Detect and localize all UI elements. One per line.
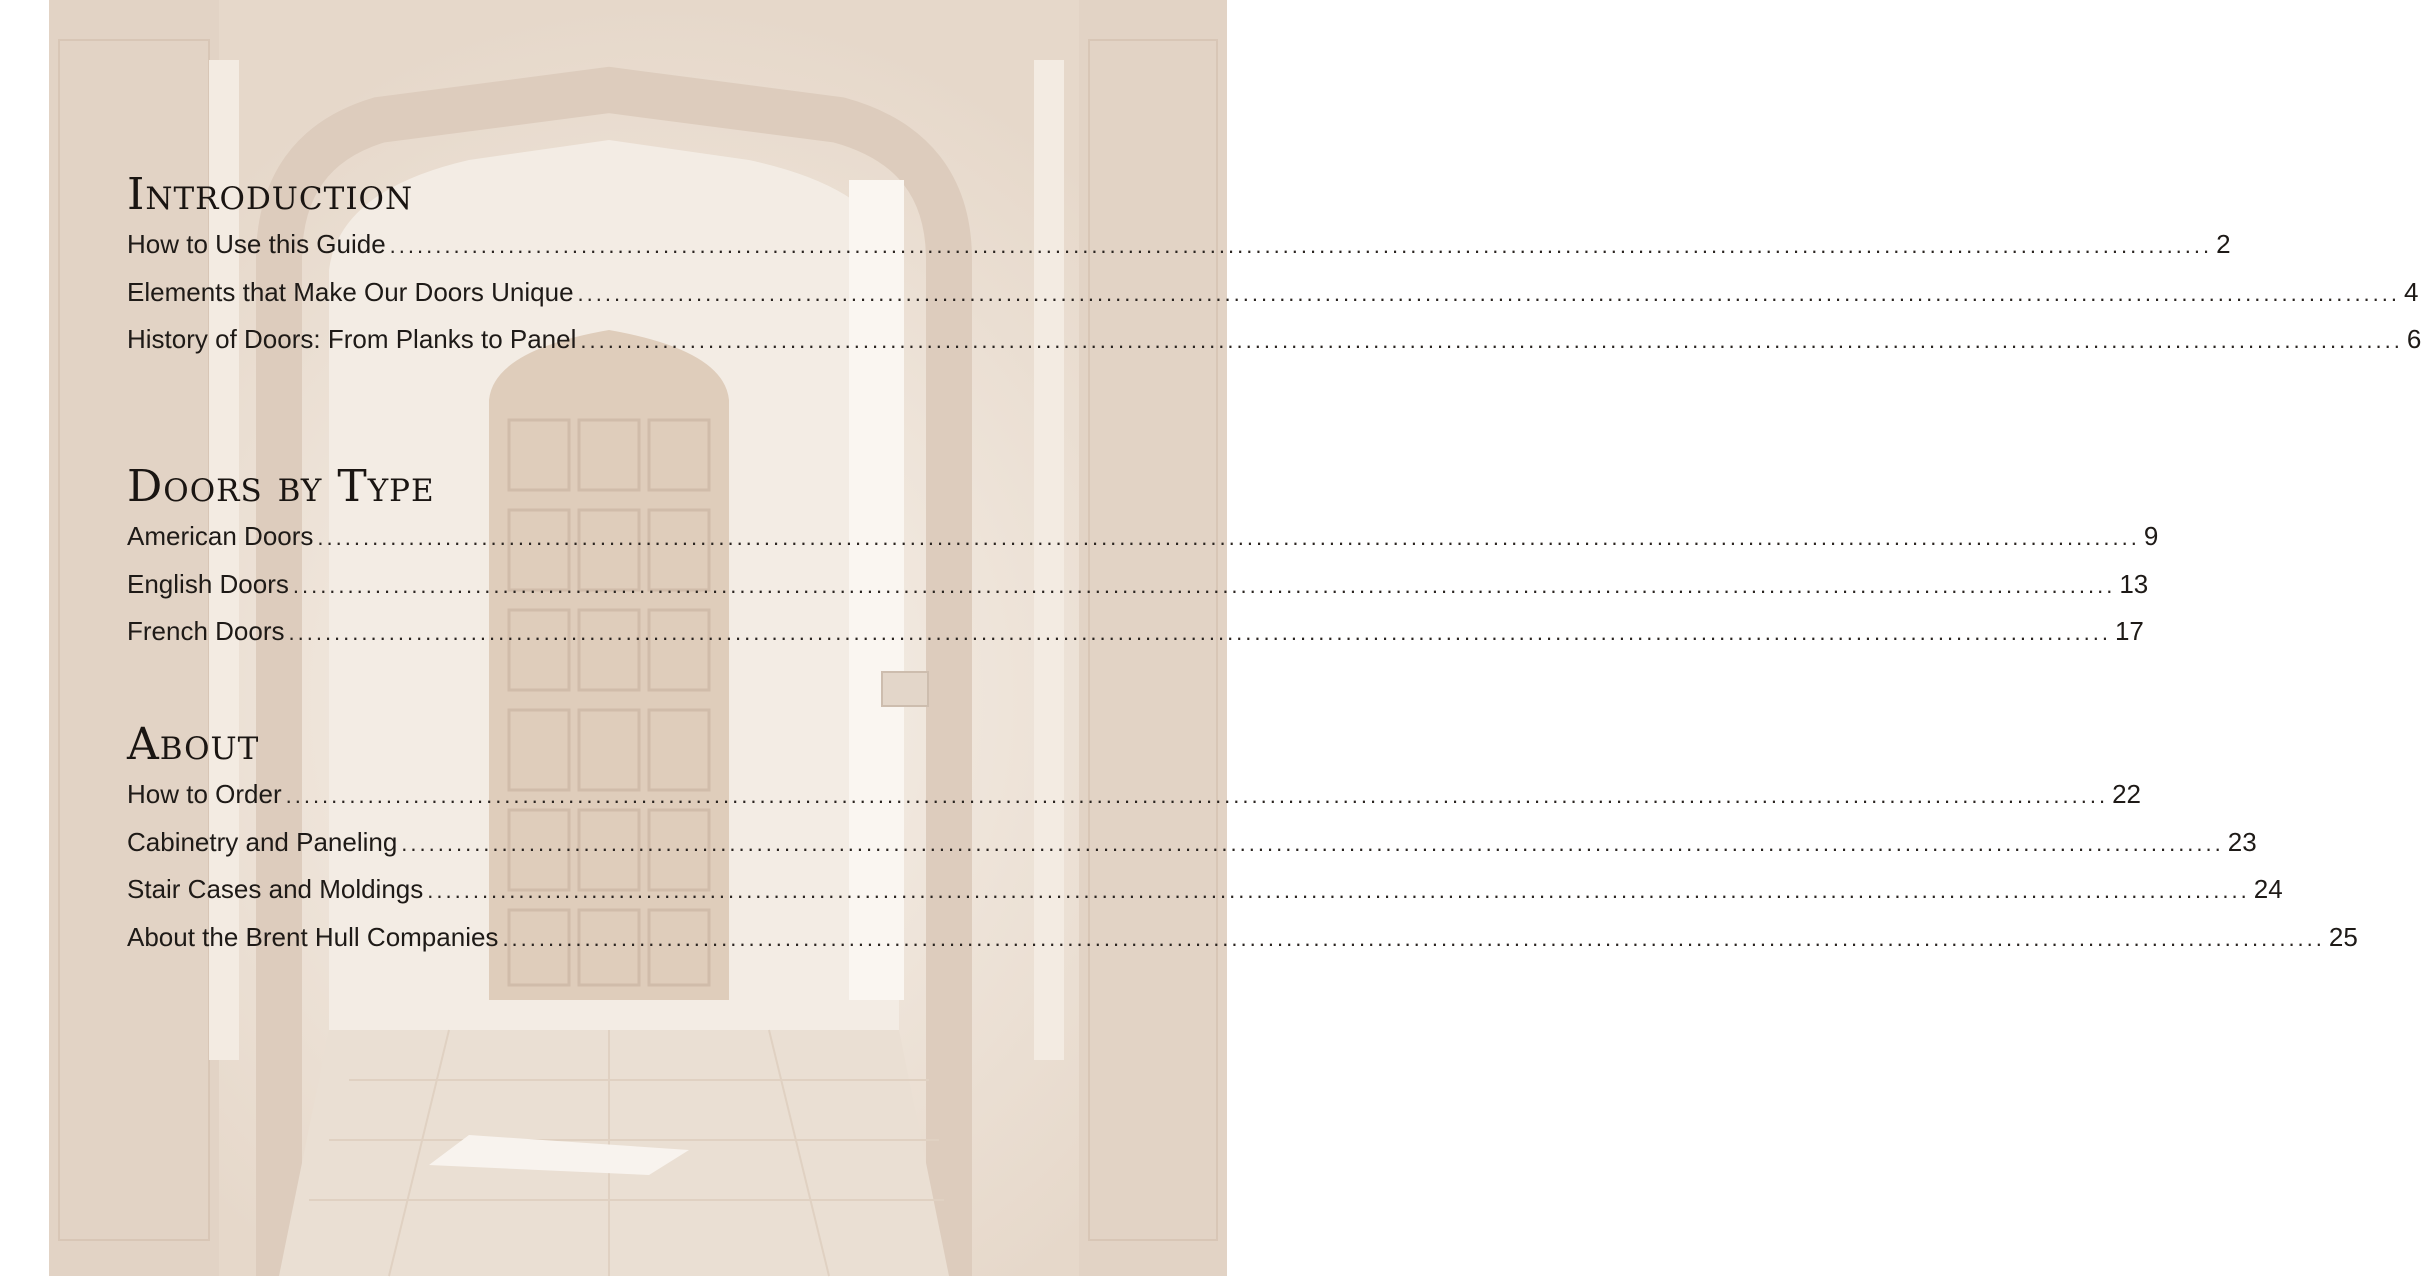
toc-entry-label: American Doors <box>127 521 314 551</box>
toc-dot-leader: ........................................................................................................................................................................................................ <box>427 878 2250 903</box>
toc-dot-leader: ........................................................................................................................................................................................................ <box>577 280 2401 306</box>
toc-entry[interactable] <box>127 777 2141 811</box>
toc-dot-leader: ........................................................................................................................................................................................................ <box>401 830 2224 856</box>
toc-entry[interactable] <box>127 614 2144 648</box>
toc-page <box>49 0 2421 1276</box>
toc-dot-leader: ........................................................................................................................................................................................................ <box>389 233 2213 258</box>
toc-dot-leader: ........................................................................................................................................................................................................ <box>292 572 2116 598</box>
toc-page-number: 17 <box>2114 616 2144 646</box>
toc-entry-label: Elements that Make Our Doors Unique <box>127 276 574 307</box>
toc-page-number: 23 <box>2227 826 2257 857</box>
toc-entry[interactable] <box>127 567 2149 601</box>
toc-page-number: 25 <box>2328 921 2358 952</box>
toc-entry-label: Cabinetry and Paneling <box>127 826 398 857</box>
section-heading: Doors by Type <box>127 461 435 512</box>
toc-page-number: 2 <box>2216 229 2231 259</box>
toc-page-number: 13 <box>2119 568 2149 599</box>
toc-page-number: 9 <box>2143 521 2159 551</box>
table-of-contents <box>49 0 2421 1276</box>
toc-entry[interactable] <box>127 275 2419 309</box>
toc-entry[interactable] <box>127 322 2421 356</box>
section-heading: About <box>127 719 260 770</box>
toc-entry-label: English Doors <box>127 568 289 599</box>
toc-dot-leader: ........................................................................................................................................................................................................ <box>288 620 2111 645</box>
toc-entry-label: How to Use this Guide <box>127 229 386 259</box>
toc-entry[interactable] <box>127 825 2257 859</box>
toc-dot-leader: ........................................................................................................................................................................................................ <box>285 783 2109 808</box>
toc-entry[interactable] <box>127 920 2358 954</box>
toc-entry-label: How to Order <box>127 779 282 809</box>
toc-entry-label: French Doors <box>127 616 285 646</box>
toc-entry-label: History of Doors: From Planks to Panel <box>127 324 577 354</box>
section-heading: Introduction <box>127 169 414 220</box>
toc-page-number: 24 <box>2253 874 2283 904</box>
toc-entry[interactable] <box>127 227 2231 261</box>
toc-page-number: 4 <box>2404 276 2419 307</box>
toc-entry-label: Stair Cases and Moldings <box>127 874 424 904</box>
toc-dot-leader: ........................................................................................................................................................................................................ <box>502 925 2325 951</box>
toc-entry-label: About the Brent Hull Companies <box>127 921 499 952</box>
toc-dot-leader: ........................................................................................................................................................................................................ <box>317 525 2140 550</box>
toc-entry[interactable] <box>127 872 2283 906</box>
toc-entry[interactable] <box>127 519 2159 553</box>
toc-page-number: 6 <box>2406 324 2421 354</box>
toc-dot-leader: ........................................................................................................................................................................................................ <box>580 328 2403 353</box>
toc-page-number: 22 <box>2112 779 2141 809</box>
